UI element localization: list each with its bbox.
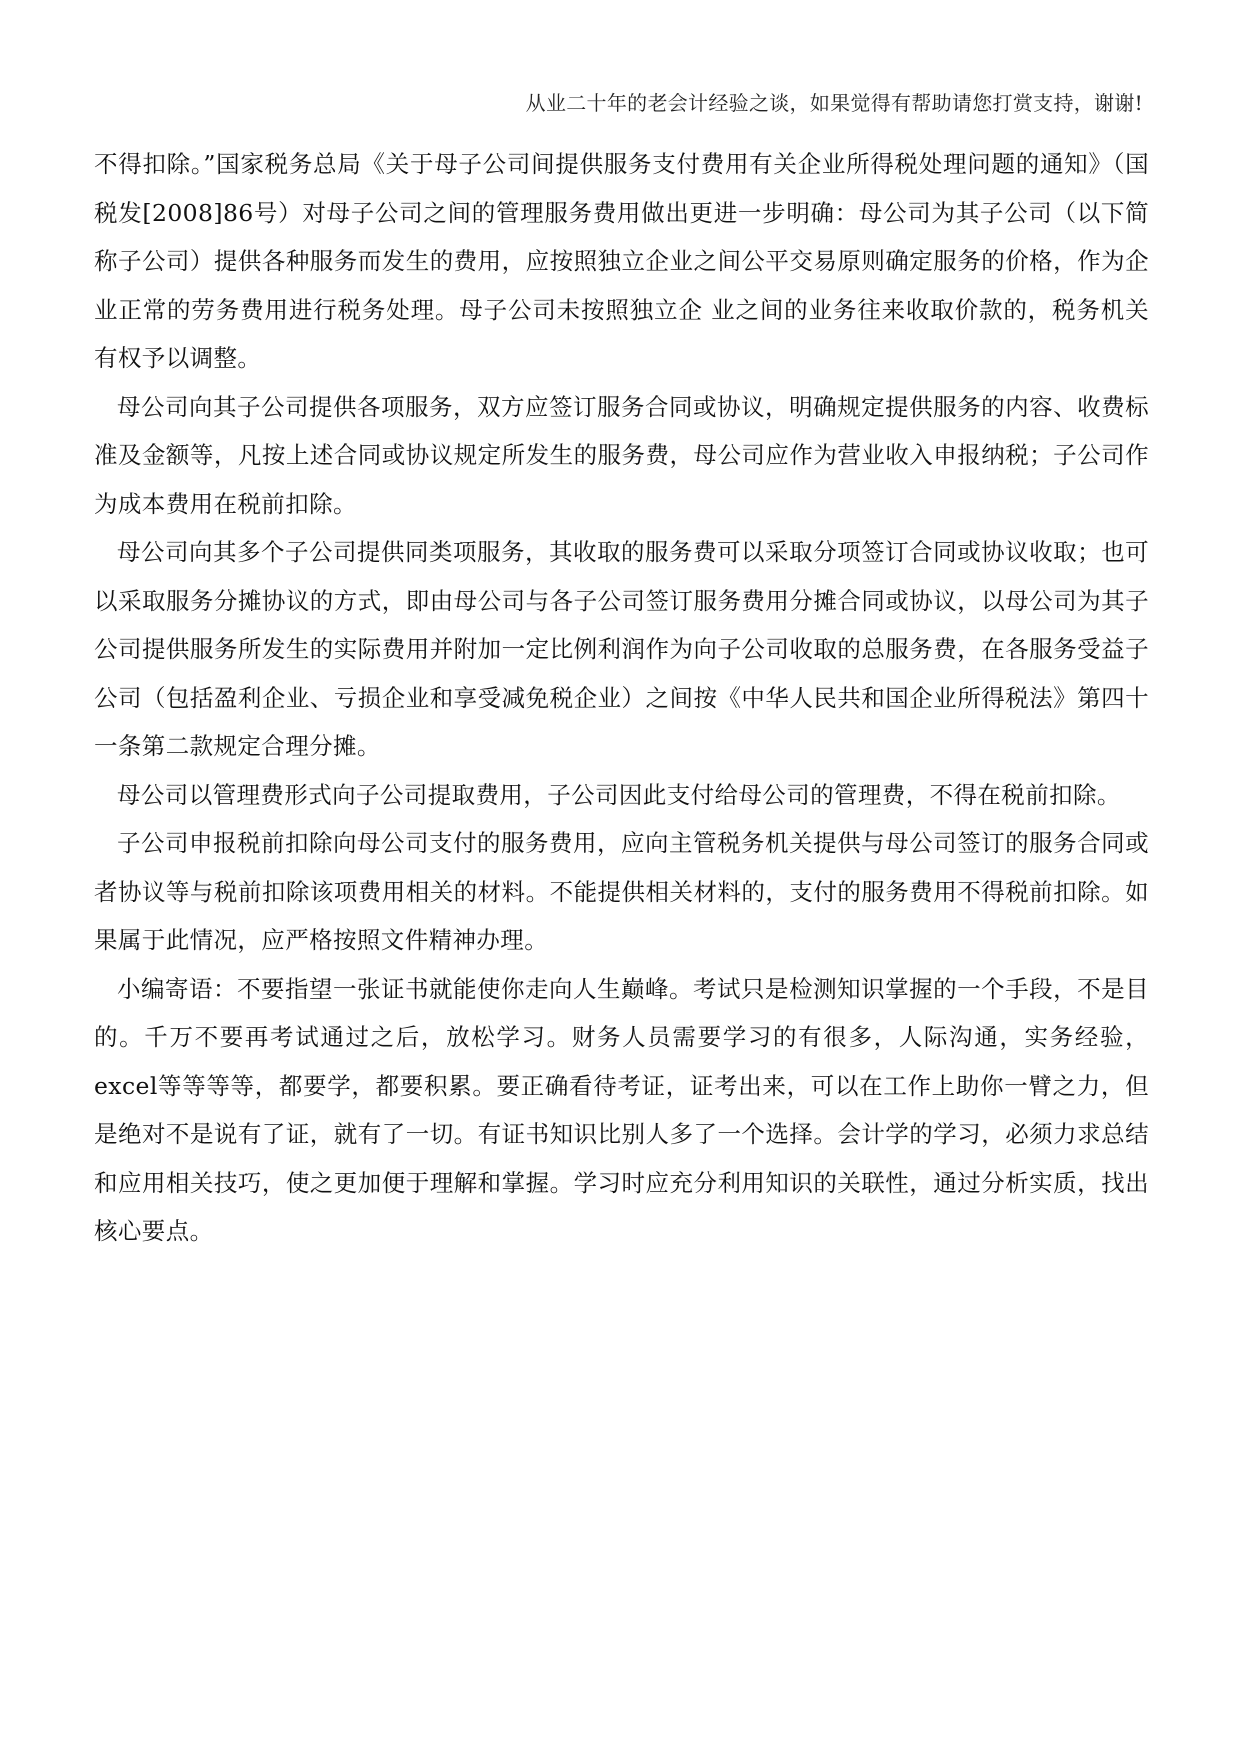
header-note: 从业二十年的老会计经验之谈，如果觉得有帮助请您打赏支持，谢谢! — [525, 91, 1143, 115]
document-body — [94, 140, 1149, 1256]
paragraph: 母公司向其子公司提供各项服务，双方应签订服务合同或协议，明确规定提供服务的内容、收费标准及金额等，凡按上述合同或协议规定所发生的服务费，母公司应作为营业收入申报纳税；子公司作为成本费用在税前扣除。 — [94, 392, 1149, 518]
editor-note-paragraph: 小编寄语：不要指望一张证书就能使你走向人生巅峰。考试只是检测知识掌握的一个手段，不是目的。千万不要再考试通过之后，放松学习。财务人员需要学习的有很多，人际沟通，实务经验，excel等等等等，都要学，都要积累。要正确看待考证，证考出来，可以在工作上助你一臂之力，但是绝对不是说有了证，就有了一切。有证书知识比别人多了一个选择。会计学的学习，必须力求总结和应用相关技巧，使之更加便于理解和掌握。学习时应充分利用知识的关联性，通过分析实质，找出核心要点。 — [94, 974, 1149, 1245]
paragraph-continuation: 不得扣除。”国家税务总局《关于母子公司间提供服务支付费用有关企业所得税处理问题的通知》（国税发[2008]86号）对母子公司之间的管理服务费用做出更进一步明确：母公司为其子公司（以下简称子公司）提供各种服务而发生的费用，应按照独立企业之间公平交易原则确定服务的价格，作为企业正常的劳务费用进行税务处理。母子公司未按照独立企 业之间的业务往来收取价款的，税务机关有权予以调整。 — [94, 150, 1149, 372]
paragraph: 子公司申报税前扣除向母公司支付的服务费用，应向主管税务机关提供与母公司签订的服务合同或者协议等与税前扣除该项费用相关的材料。不能提供相关材料的，支付的服务费用不得税前扣除。如果属于此情况，应严格按照文件精神办理。 — [94, 829, 1149, 954]
paragraph: 母公司向其多个子公司提供同类项服务，其收取的服务费可以采取分项签订合同或协议收取；也可以采取服务分摊协议的方式，即由母公司与各子公司签订服务费用分摊合同或协议，以母公司为其子公司提供服务所发生的实际费用并附加一定比例利润作为向子公司收取的总服务费，在各服务受益子公司（包括盈利企业、亏损企业和享受减免税企业）之间按《中华人民共和国企业所得税法》第四十一条第二款规定合理分摊。 — [94, 538, 1149, 760]
paragraph: 母公司以管理费形式向子公司提取费用，子公司因此支付给母公司的管理费，不得在税前扣除。 — [117, 780, 1121, 809]
